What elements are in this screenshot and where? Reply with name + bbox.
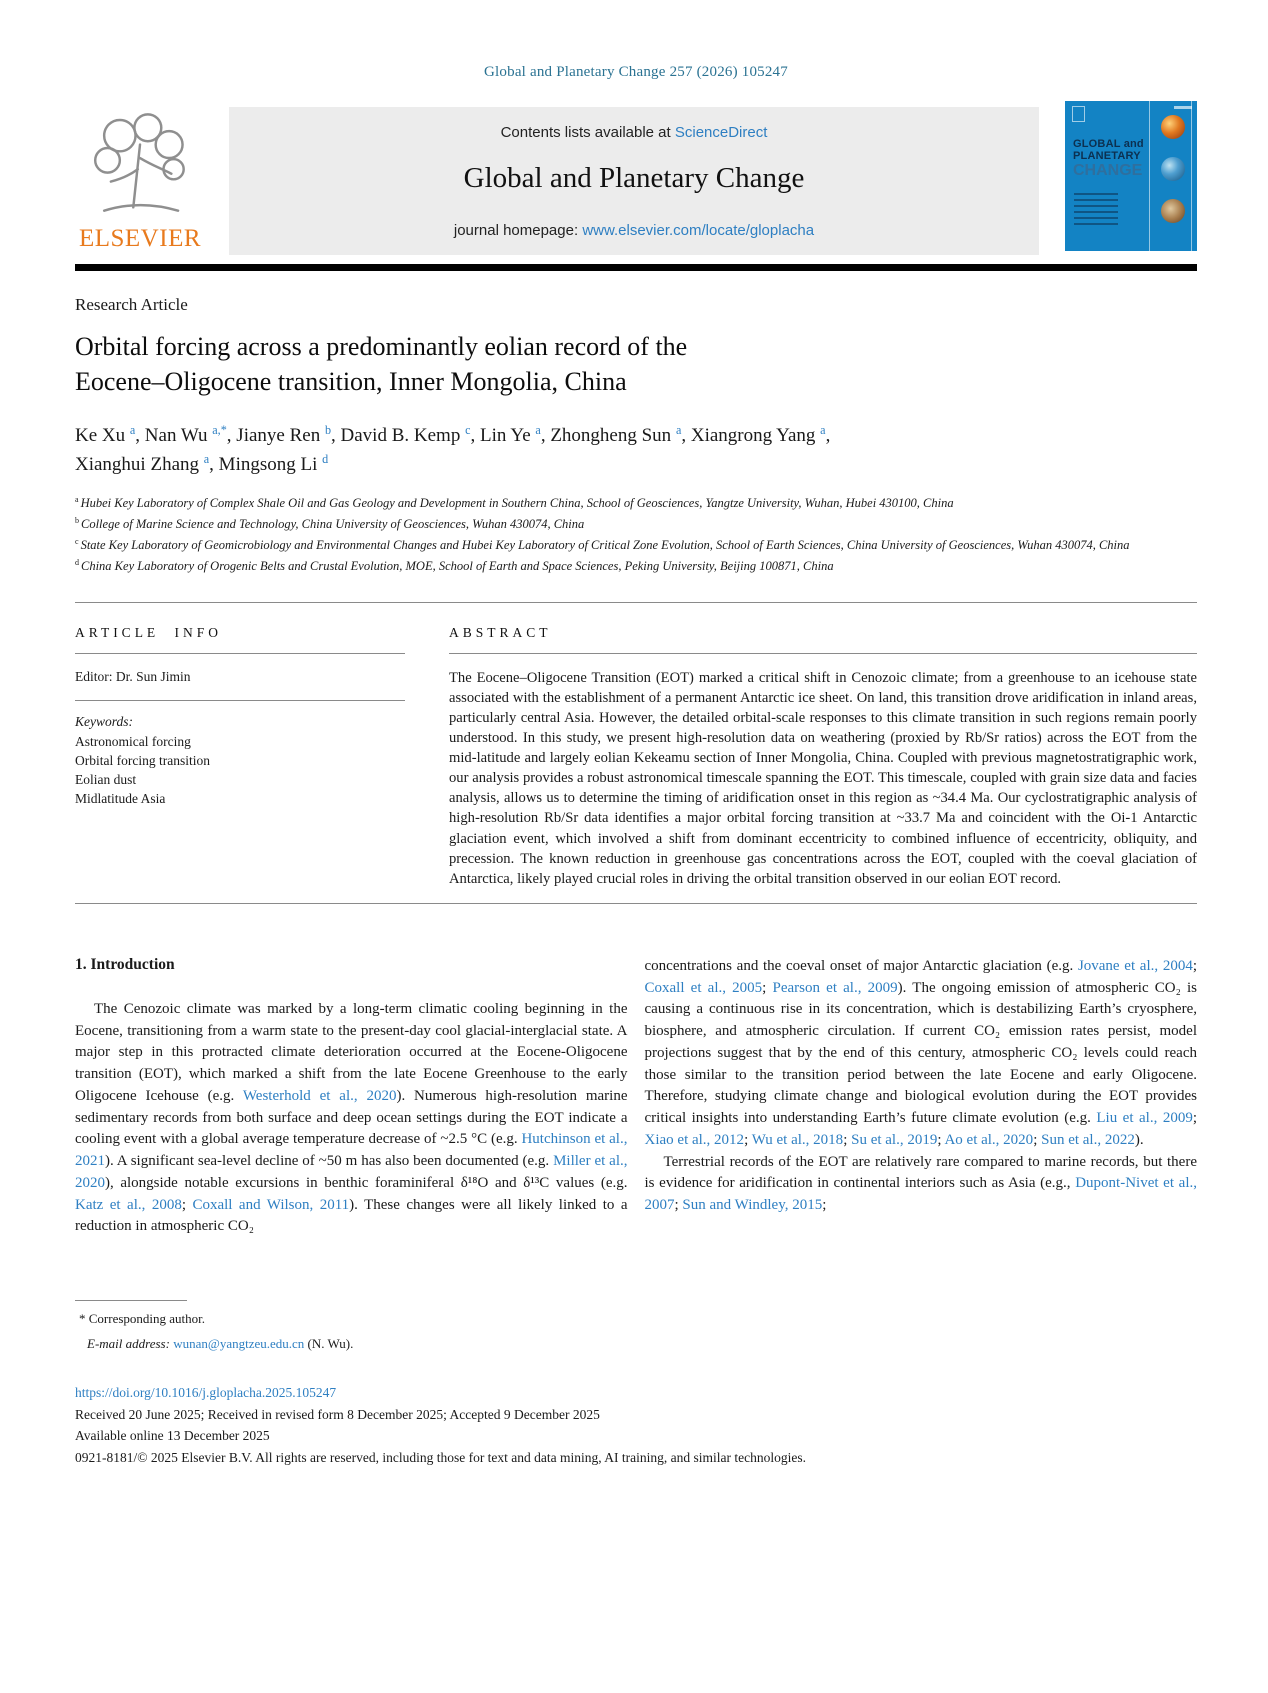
intro-right-column — [645, 956, 1198, 1238]
article-info-column — [75, 603, 405, 889]
elsevier-logo — [75, 107, 205, 253]
intro-paragraph — [645, 1152, 1198, 1217]
text-run: ; — [674, 1197, 683, 1214]
text-run: ), alongside notable excursions in benthic foraminiferal δ¹⁸O and δ¹³C values (e.g. — [105, 1174, 628, 1191]
abstract-text: The Eocene–Oligocene Transition (EOT) marked a critical shift in Cenozoic climate; from a greenhouse to an icehouse state associated with the establishment of a permanent Antarctic ice sheet. On land, this transition drove aridification in inland areas, particularly central Asia. However, the detailed orbital-scale responses to this climate transition in such regions remain poorly understood. In this study, we present high-resolution data on weathering (proxied by Rb/Sr ratios) across the EOT from the mid-latitude and largely eolian Kekeamu section of Inner Mongolia, China. Coupled with previous magnetostratigraphic work, our analysis provides a robust astronomical timescale spanning the EOT. This timescale, coupled with grain size data and facies analysis, allows us to determine the timing of aridification onset in this region as ~34.4 Ma. Our cyclostratigraphic analysis of high-resolution Rb/Sr data identifies a major orbital forcing transition at ~33.7 Ma and coincident with the Oi-1 Antarctic glaciation event, which involved a shift from dominant eccentricity to combined influence of eccentricity, obliquity, and precession. The known reduction in greenhouse gas concentrations across the EOT, coupled with the coeval glaciation of Antarctica, likely played crucial roles in driving the orbital transition observed in our eolian EOT record. — [449, 669, 1197, 887]
inline-link[interactable]: a — [820, 422, 826, 437]
text-run: ; — [1033, 1131, 1042, 1148]
inline-link[interactable]: Westerhold et al., 2020 — [242, 1087, 397, 1104]
article-type-label: Research Article — [75, 295, 188, 314]
text-run: Eocene–Oligocene transition, Inner Mongolia, China — [75, 366, 627, 396]
text-run: a — [75, 495, 81, 505]
inline-link[interactable]: Wu et al., 2018 — [751, 1131, 844, 1148]
inline-link[interactable]: Su et al., 2019 — [851, 1131, 938, 1148]
inline-link[interactable]: a — [203, 452, 210, 467]
text-run: , David B. Kemp — [331, 424, 466, 446]
copyright-line: 0921-8181/© 2025 Elsevier B.V. All rights are reserved, including those for text and data mining, AI training, and similar technologies. — [75, 1449, 806, 1465]
affiliation-c — [75, 535, 1197, 555]
intro-paragraph — [75, 999, 628, 1238]
inline-link[interactable]: a,* — [212, 422, 227, 437]
cover-globe-icon — [1161, 157, 1185, 181]
intro-left-column — [75, 956, 628, 1238]
text-run: concentrations and the coeval onset of major Antarctic glaciation (e.g. — [644, 957, 1078, 974]
text-run: journal homepage: — [453, 222, 583, 239]
author-list — [75, 421, 1197, 480]
text-run: , Jianye Ren — [226, 424, 325, 446]
editor-divider — [75, 700, 405, 701]
contents-available-line — [229, 107, 1039, 141]
footnote-block — [75, 1300, 628, 1352]
inline-link[interactable]: Sun et al., 2022 — [1041, 1131, 1135, 1148]
elsevier-wordmark: ELSEVIER — [78, 225, 202, 252]
inline-link[interactable]: Coxall et al., 2005 — [644, 979, 763, 996]
keyword-item: Eolian dust — [75, 771, 137, 787]
inline-link[interactable]: Coxall and Wilson, 2011 — [192, 1196, 350, 1213]
inline-link[interactable]: a — [535, 422, 541, 437]
article-info-heading: ARTICLE INFO — [75, 624, 223, 640]
text-run: State Key Laboratory of Geomicrobiology and Environmental Changes and Hubei Key Laboratory of Critical Zone Evolution, School of Earth Sciences, China University of Geosciences, Wuhan 430074, China — [80, 537, 1130, 552]
affiliation-b — [75, 514, 1197, 534]
introduction-heading: 1. Introduction — [75, 955, 175, 973]
info-abstract-row — [75, 603, 1197, 889]
text-run: ; — [1192, 1110, 1197, 1127]
intro-paragraph — [645, 956, 1198, 1152]
text-run: The Cenozoic climate was marked by a long-term climatic cooling beginning in the Eocene, transitioning from a warm state to the present-day cool glacial-interglacial state. A major step in this protracted climate deterioration occurred at the Eocene-Oligocene transition (EOT), which marked a shift from the late Eocene Greenhouse to the early Oligocene Icehouse (e.g. — [75, 1000, 628, 1104]
text-run: b — [75, 516, 81, 526]
text-run: d — [75, 558, 81, 568]
text-run: , Xiangrong Yang — [681, 424, 821, 446]
keywords-list — [75, 732, 405, 809]
received-dates: Received 20 June 2025; Received in revised form 8 December 2025; Accepted 9 December 2025 — [75, 1406, 600, 1422]
editor-line: Editor: Dr. Sun Jimin — [75, 668, 191, 684]
affiliations — [75, 493, 1197, 576]
cover-globe-icon — [1161, 199, 1185, 223]
cover-issn-bar — [1174, 106, 1192, 109]
abstract-heading: ABSTRACT — [449, 624, 552, 640]
inline-link[interactable]: Sun and Windley, 2015 — [682, 1197, 823, 1214]
text-run: Xianghui Zhang — [75, 454, 204, 476]
journal-banner — [229, 107, 1039, 255]
article-footer — [75, 1382, 1197, 1468]
text-run: , Mingsong Li — [209, 454, 323, 476]
inline-link[interactable]: a — [129, 422, 136, 437]
keyword-item: Midlatitude Asia — [75, 791, 166, 806]
text-run: ; — [181, 1196, 193, 1213]
text-run: ; — [744, 1131, 752, 1148]
cover-title-line3: CHANGE — [1073, 162, 1143, 180]
cover-title-line1: GLOBAL and — [1073, 138, 1144, 150]
cover-globe-icon — [1161, 115, 1185, 139]
available-online: Available online 13 December 2025 — [75, 1428, 270, 1444]
text-run: , Zhongheng Sun — [540, 424, 676, 446]
text-run: Ke Xu — [75, 424, 130, 446]
cover-elsevier-mark-icon — [1072, 106, 1085, 122]
heading-underline — [75, 653, 405, 654]
text-run: ). The ongoing emission of atmospheric CO₂ is causing a continuous rise in its concentration, which is destabilizing Earth’s cryosphere, biosphere, and atmospheric circulation. If current CO₂ emission rates persist, model projections suggest that by the end of this century, atmospheric CO₂ levels could reach those similar to the transition period between the late Eocene and early Oligocene. Therefore, studying climate change and biological evolution during the EOT provides critical insights into understanding Earth’s future climate evolution (e.g. — [644, 979, 1198, 1127]
cover-spine-line — [1191, 101, 1192, 251]
inline-link[interactable]: wunan@yangtzeu.edu.cn — [173, 1336, 305, 1352]
text-run: , Nan Wu — [135, 424, 213, 446]
text-run: (N. Wu). — [304, 1336, 354, 1352]
affiliation-d — [75, 556, 1197, 576]
journal-homepage-line — [229, 222, 1039, 239]
doi-link[interactable]: https://doi.org/10.1016/j.gloplacha.2025.105247 — [75, 1385, 337, 1401]
cover-title-line2: PLANETARY — [1073, 149, 1141, 162]
abstract-column — [449, 603, 1197, 889]
text-run: China Key Laboratory of Orogenic Belts and Crustal Evolution, MOE, School of Earth and Space Sciences, Peking University, Beijing 100871, China — [81, 558, 834, 573]
text-run: College of Marine Science and Technology, China University of Geosciences, Wuhan 430074, China — [81, 516, 585, 531]
text-run: E-mail address: — [87, 1336, 170, 1352]
text-run: ). — [1134, 1131, 1144, 1148]
inline-link[interactable]: Katz et al., 2008 — [75, 1196, 182, 1213]
footnote-divider — [75, 1300, 187, 1301]
inline-link[interactable]: Jovane et al., 2004 — [1077, 957, 1193, 974]
journal-cover-thumbnail — [1065, 101, 1197, 251]
inline-link[interactable]: b — [324, 422, 332, 437]
inline-link[interactable]: Xiao et al., 2012 — [644, 1131, 745, 1148]
introduction-columns — [75, 956, 1197, 1238]
inline-link[interactable]: Ao et al., 2020 — [944, 1131, 1034, 1148]
corresponding-author-note: * Corresponding author. — [79, 1311, 206, 1327]
text-run: c — [75, 537, 81, 547]
inline-link[interactable]: ScienceDirect — [674, 124, 768, 141]
cover-spine-line — [1149, 101, 1150, 251]
inline-link[interactable]: Hutchinson et al., 2021 — [75, 1131, 628, 1170]
inline-link[interactable]: a — [675, 422, 682, 437]
text-run: , — [825, 424, 831, 446]
cover-editor-lines — [1074, 193, 1118, 229]
keyword-item: Orbital forcing transition — [75, 752, 210, 768]
text-run: ; — [762, 979, 773, 996]
inline-link[interactable]: www.elsevier.com/locate/gloplacha — [582, 222, 815, 239]
section-divider — [75, 903, 1197, 904]
text-run: Contents lists available at — [500, 124, 675, 141]
keywords-label: Keywords: — [75, 713, 133, 729]
text-run: Orbital forcing across a predominantly eolian record of the — [75, 332, 688, 361]
text-run: ; — [1192, 957, 1197, 974]
email-note — [75, 1336, 628, 1352]
elsevier-tree-icon — [84, 111, 196, 223]
text-run: ). These changes were all likely linked to a reduction in atmospheric CO₂ — [75, 1196, 628, 1235]
text-run: ; — [843, 1131, 852, 1148]
inline-link[interactable]: d — [322, 452, 329, 467]
text-run: Terrestrial records of the EOT are relatively rare compared to marine records, but there is evidence for aridification in continental interiors such as Asia (e.g., — [644, 1153, 1197, 1192]
masthead-divider — [75, 264, 1197, 271]
journal-title: Global and Planetary Change — [463, 162, 805, 194]
text-run: ). Numerous high-resolution marine sedimentary records from both surface and deep ocean settings during the EOT indicate a cooling event with a global average temperature decrease of ~2.5 °C (e.g. — [75, 1087, 628, 1148]
text-run: ; — [937, 1131, 945, 1148]
text-run: ; — [822, 1197, 827, 1214]
inline-link[interactable]: Pearson et al., 2009 — [772, 979, 898, 996]
affiliation-a — [75, 493, 1197, 513]
heading-underline — [449, 653, 1197, 654]
text-run: , Lin Ye — [470, 424, 536, 446]
text-run: ). A significant sea-level decline of ~50 m has also been documented (e.g. — [105, 1153, 554, 1170]
inline-link[interactable]: Miller et al., 2020 — [75, 1153, 628, 1191]
journal-masthead — [75, 107, 1197, 255]
article-title — [75, 330, 1197, 400]
inline-link[interactable]: Dupont-Nivet et al., 2007 — [644, 1175, 1197, 1214]
inline-link[interactable]: Liu et al., 2009 — [1096, 1110, 1193, 1127]
cover-title — [1073, 139, 1144, 180]
keyword-item: Astronomical forcing — [75, 733, 191, 749]
text-run: Hubei Key Laboratory of Complex Shale Oil and Gas Geology and Development in Southern China, School of Geosciences, Yangtze University, Wuhan, Hubei 430100, China — [80, 495, 954, 510]
inline-link[interactable]: c — [465, 422, 471, 437]
running-head-citation: Global and Planetary Change 257 (2026) 105247 — [484, 64, 788, 80]
